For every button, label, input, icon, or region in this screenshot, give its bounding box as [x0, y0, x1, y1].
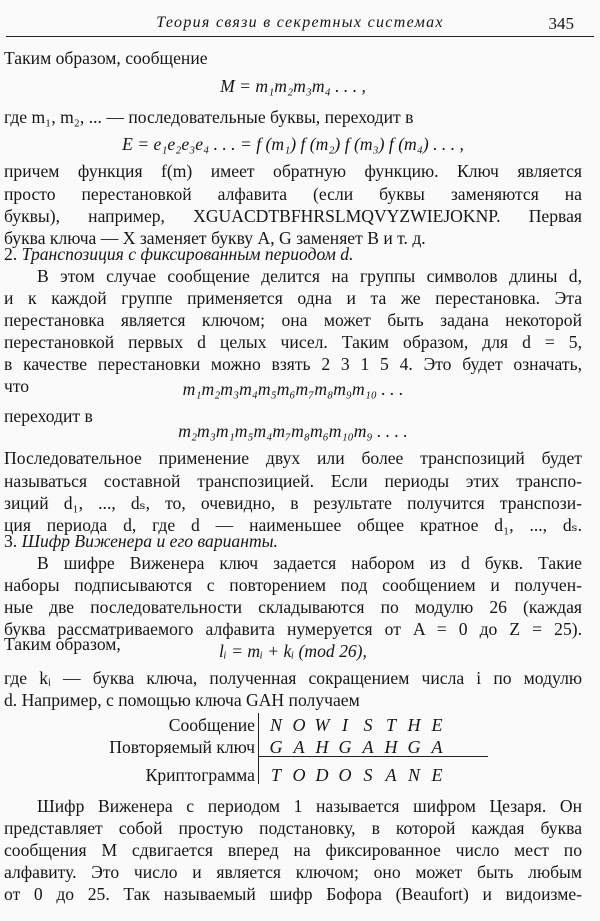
row-label-cryptogram: Криптограмма: [145, 765, 255, 785]
letter: G: [269, 737, 283, 757]
vigenere-example-table: [0, 708, 600, 788]
letter: O: [338, 765, 352, 785]
text-line: сообщения M сдвигается вперед на фиксированное число мест по: [4, 840, 582, 860]
text-line: наборы подписываются с повторением под сообщением и получен-: [4, 575, 582, 595]
text-line: причем функция f(m) имеет обратную функцию. Ключ является: [4, 161, 582, 181]
running-header: [6, 6, 594, 37]
text-line: ция периода d, где d — наименьшее общее кратное d₁, ..., dₛ.: [4, 515, 582, 535]
text-line: просто перестановкой алфавита (если буквы заменяются на: [4, 184, 582, 204]
formula: E = e₁e₂e₃e₄ . . . = f (m₁) f (m₂) f (m₃) f (m₄) . . . ,: [122, 134, 464, 154]
letter: N: [269, 715, 282, 735]
row-label-key: Повторяемый ключ: [109, 737, 255, 757]
text-line: Таким образом,: [4, 634, 121, 654]
letter: I: [342, 715, 348, 735]
letter: G: [338, 737, 352, 757]
letter: T: [270, 765, 281, 785]
letter: W: [314, 715, 330, 735]
text-line: зиций d₁, ..., dₛ, то, очевидно, в результате получится транспози-: [4, 493, 582, 513]
text-line: от 0 до 25. Так называемый шифр Бофора (Beaufort) и видоизме-: [4, 884, 582, 904]
letter: S: [363, 765, 373, 785]
letter: T: [385, 715, 396, 735]
text-line: переходит в: [4, 406, 93, 426]
letter: E: [431, 765, 443, 785]
letter: O: [292, 765, 306, 785]
letter: D: [315, 765, 329, 785]
text-line: буква ключа — X заменяет букву A, G заменяет B и т. д.: [4, 228, 426, 248]
text-line: перестановкой первых d целых чисел. Таким образом, для d = 5,: [4, 332, 582, 352]
text-line: ные две последовательности складываются по модулю 26 (каждая: [4, 597, 582, 617]
section-heading: 2. Транспозиция с фиксированным периодом d.: [4, 244, 354, 264]
section-heading: 3. Шифр Виженера и его варианты.: [4, 531, 278, 551]
page-number: 345: [548, 14, 574, 33]
letter: S: [363, 715, 373, 735]
text-line: в качестве перестановки можно взять 2 3 1 5 4. Это будет означать,: [4, 354, 582, 374]
text-line: перестановка является ключом; она может быть задана некоторой: [4, 310, 582, 330]
text-line: и к каждой группе применяется одна и та же перестановка. Эта: [4, 288, 582, 308]
text-line: буква рассматриваемого алфавита нумеруется от A = 0 до Z = 25).: [4, 619, 582, 639]
letter: G: [407, 737, 421, 757]
letter: A: [362, 737, 374, 757]
text-line: представляет собой простую подстановку, в которой каждая буква: [4, 818, 582, 838]
letter: H: [384, 737, 398, 757]
text-line: Таким образом, сообщение: [4, 48, 208, 68]
text-line: буквы), например, XGUACDTBFHRSLMQVYZWIEJOKNP. Первая: [4, 206, 582, 226]
letter: H: [315, 737, 329, 757]
text-line: В этом случае сообщение делится на группы символов длины d,: [37, 266, 582, 286]
text-line: В шифре Виженера ключ задается набором из d букв. Такие: [37, 553, 582, 573]
running-title: Теория связи в секретных системах: [156, 14, 444, 31]
letter: N: [407, 765, 420, 785]
letter: H: [407, 715, 421, 735]
text-line: d. Например, с помощью ключа GAH получаем: [4, 690, 360, 710]
text-line: алфавиту. Это число и является ключом; оно может быть любым: [4, 862, 582, 882]
formula: M = m₁m₂m₃m₄ . . . ,: [220, 76, 366, 96]
heading-text: Транспозиция с фиксированным периодом d.: [21, 244, 354, 264]
text-line: Последовательное применение двух или более транспозиций будет: [4, 448, 582, 468]
formula: m₂m₃m₁m₅m₄m₇m₈m₆m₁₀m₉ . . . .: [178, 421, 408, 441]
row-label-message: Сообщение: [168, 715, 255, 735]
letter: E: [431, 715, 443, 735]
table-vertical-rule: [258, 713, 259, 784]
text-line: где kᵢ — буква ключа, полученная сокращением числа i по модулю: [4, 668, 582, 688]
text-line: где m₁, m₂, ... — последовательные буквы, переходит в: [4, 107, 414, 127]
formula: lᵢ = mᵢ + kᵢ (mod 26),: [219, 641, 367, 661]
formula: m₁m₂m₃m₄m₅m₆m₇m₈m₉m₁₀ . . .: [182, 379, 404, 399]
heading-text: Шифр Виженера и его варианты.: [21, 531, 278, 551]
letter: A: [431, 737, 443, 757]
letter: A: [385, 765, 397, 785]
letter: A: [293, 737, 305, 757]
text-line: что: [4, 376, 30, 396]
text-line: Шифр Виженера с периодом 1 называется шифром Цезаря. Он: [37, 796, 582, 816]
letter: O: [292, 715, 306, 735]
text-line: называться составной транспозицией. Если периоды этих транспо-: [4, 471, 582, 491]
